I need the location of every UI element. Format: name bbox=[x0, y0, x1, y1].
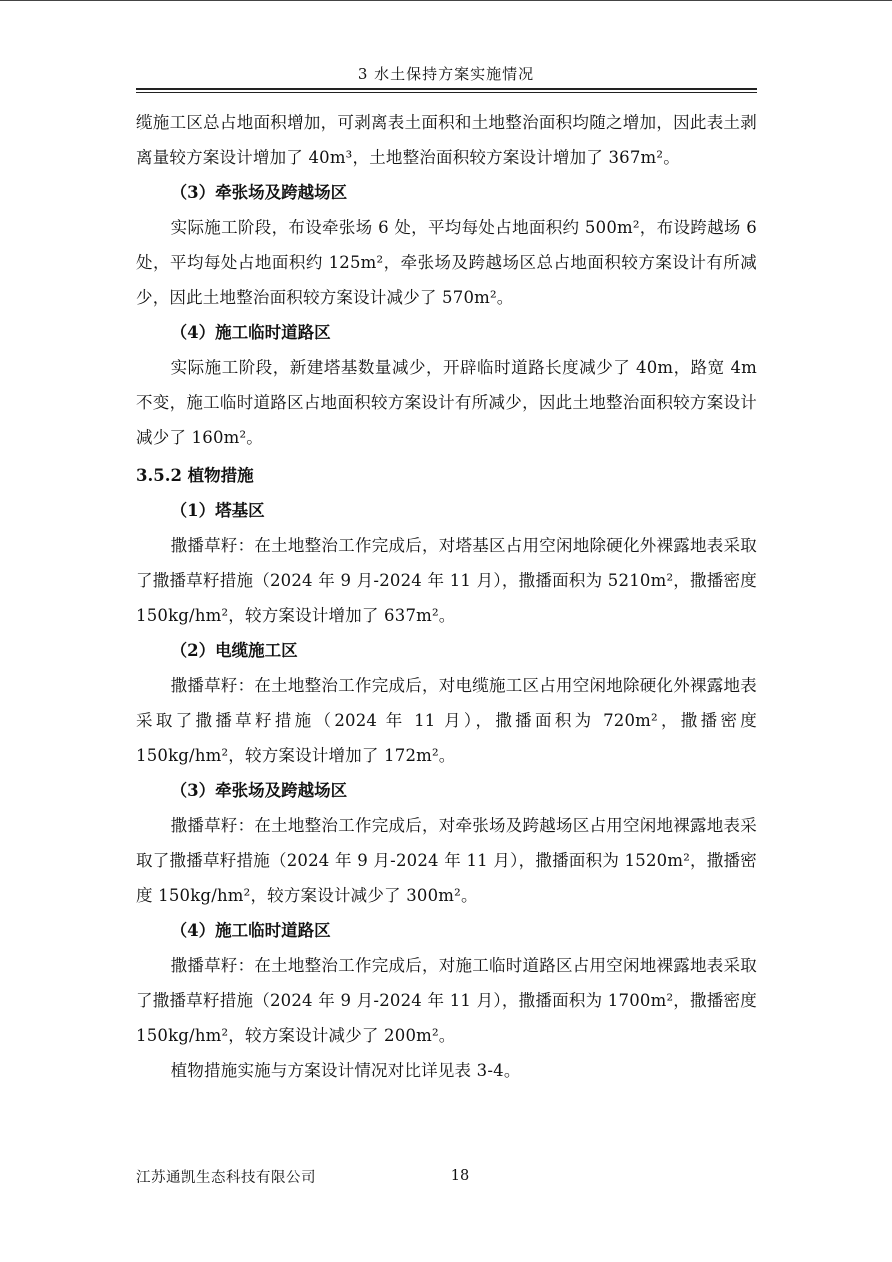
paragraph: 实际施工阶段，新建塔基数量减少，开辟临时道路长度减少了 40m，路宽 4m 不变，施工临时道路区占地面积较方案设计有所减少，因此土地整治面积较方案设计减少了 160m²。 bbox=[136, 358, 757, 447]
page-top-border bbox=[0, 0, 892, 1]
paragraph: 实际施工阶段，布设牵张场 6 处，平均每处占地面积约 500m²，布设跨越场 6 处，平均每处占地面积约 125m²，牵张场及跨越场区总占地面积较方案设计有所减少，因此土地整治面积较方案设计减少了 570m²。 bbox=[136, 218, 757, 307]
footer-company-name: 江苏通凯生态科技有限公司 bbox=[136, 1170, 316, 1186]
subheading-cable-construction-area: （2）电缆施工区 bbox=[170, 641, 298, 660]
subheading-temporary-road-area: （4）施工临时道路区 bbox=[170, 323, 331, 342]
paragraph: 撒播草籽：在土地整治工作完成后，对施工临时道路区占用空闲地裸露地表采取了撒播草籽措施（2024 年 9 月-2024 年 11 月），撒播面积为 1700m²，撒播密度 150kg/hm²，较方案设计减少了 200m²。 bbox=[136, 956, 757, 1045]
subheading-tower-base-area: （1）塔基区 bbox=[170, 501, 265, 520]
paragraph: 撒播草籽：在土地整治工作完成后，对塔基区占用空闲地除硬化外裸露地表采取了撒播草籽措施（2024 年 9 月-2024 年 11 月），撒播面积为 5210m²，撒播密度 150kg/hm²，较方案设计增加了 637m²。 bbox=[136, 536, 757, 625]
subheading-tension-crossing-area: （3）牵张场及跨越场区 bbox=[170, 781, 348, 800]
paragraph: 撒播草籽：在土地整治工作完成后，对电缆施工区占用空闲地除硬化外裸露地表采取了撒播草籽措施（2024 年 11 月），撒播面积为 720m²，撒播密度 150kg/hm²，较方案设计增加了 172m²。 bbox=[136, 676, 757, 765]
section-heading-plant-measures: 3.5.2 植物措施 bbox=[136, 466, 254, 485]
body-text bbox=[136, 105, 757, 1088]
running-header: 3 水土保持方案实施情况 bbox=[357, 65, 535, 83]
header-rule bbox=[136, 88, 757, 90]
subheading-tension-crossing-area: （3）牵张场及跨越场区 bbox=[170, 183, 348, 202]
paragraph-table-reference: 植物措施实施与方案设计情况对比详见表 3-4。 bbox=[170, 1061, 521, 1080]
paragraph-continued: 缆施工区总占地面积增加，可剥离表土面积和土地整治面积均随之增加，因此表土剥离量较方案设计增加了 40m³，土地整治面积较方案设计增加了 367m²。 bbox=[136, 113, 757, 167]
subheading-temporary-road-area: （4）施工临时道路区 bbox=[170, 921, 331, 940]
header-rule-thin bbox=[136, 92, 757, 93]
paragraph: 撒播草籽：在土地整治工作完成后，对牵张场及跨越场区占用空闲地裸露地表采取了撒播草籽措施（2024 年 9 月-2024 年 11 月），撒播面积为 1520m²，撒播密度 150kg/hm²，较方案设计减少了 300m²。 bbox=[136, 816, 757, 905]
page-number: 18 bbox=[450, 1168, 470, 1184]
